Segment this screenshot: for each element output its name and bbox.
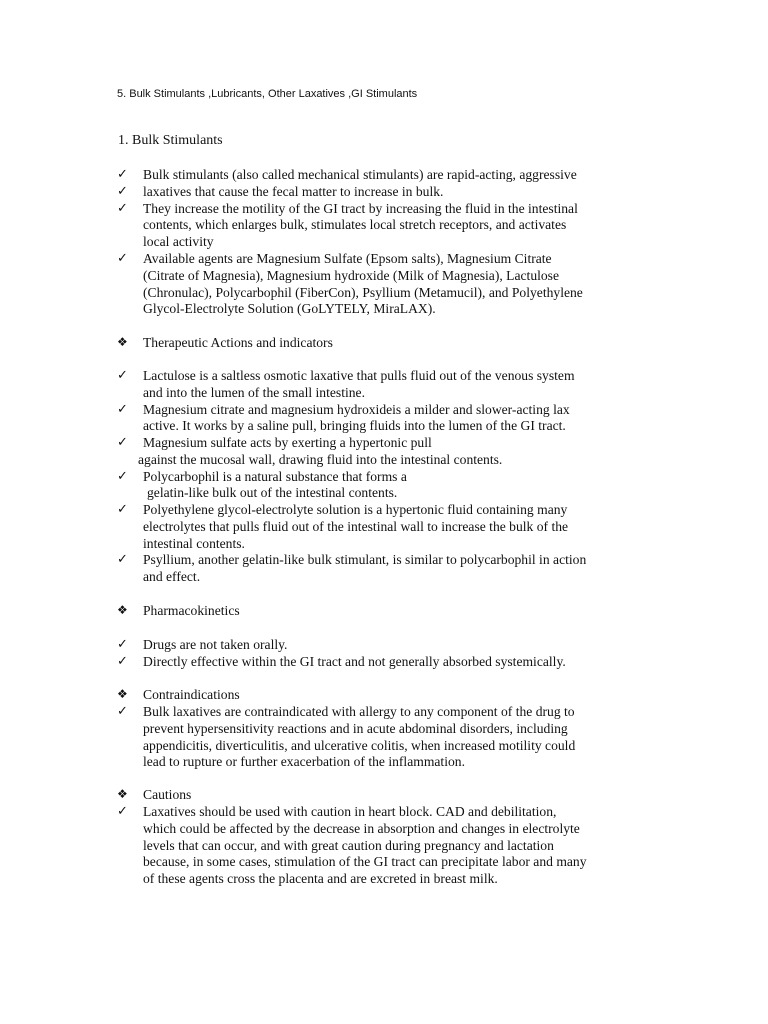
check-bullet-icon: ✓ — [117, 552, 128, 568]
check-bullet-icon: ✓ — [117, 251, 128, 266]
bullet-text-line: (Chronulac), Polycarbophil (FiberCon), Psyllium (Metamucil), and Polyethylene — [143, 284, 583, 300]
bullet-text-line: of these agents cross the placenta and are excreted in breast milk. — [143, 871, 498, 887]
bullet-text-line: (Citrate of Magnesia), Magnesium hydroxide (Milk of Magnesia), Lactulose — [143, 267, 560, 283]
bullet-text-line: because, in some cases, stimulation of the GI tract can precipitate labor and many — [143, 854, 587, 870]
bullet-text-line: intestinal contents. — [143, 535, 245, 551]
subheading-cautions: Cautions — [143, 787, 192, 802]
bullet-text-line: lead to rupture or further exacerbation of the inflammation. — [143, 754, 465, 770]
bullet-text-line: levels that can occur, and with great caution during pregnancy and lactation — [143, 837, 554, 853]
check-bullet-icon: ✓ — [117, 368, 128, 383]
document-heading: 5. Bulk Stimulants ,Lubricants, Other Laxatives ,GI Stimulants — [117, 88, 418, 100]
bullet-text-line: laxatives that cause the fecal matter to increase in bulk. — [143, 183, 444, 199]
check-bullet-icon: ✓ — [117, 468, 128, 484]
subheading-therapeutic-actions: Therapeutic Actions and indicators — [143, 335, 333, 350]
bullet-text-line: Lactulose is a saltless osmotic laxative that pulls fluid out of the venous system — [143, 368, 575, 383]
bullet-text-line: Drugs are not taken orally. — [143, 637, 288, 652]
bullet-text-line: prevent hypersensitivity reactions and in acute abdominal disorders, including — [143, 720, 568, 736]
bullet-text-line: Magnesium citrate and magnesium hydroxideis a milder and slower-acting lax — [143, 401, 570, 417]
bullet-text-line: Polyethylene glycol-electrolyte solution is a hypertonic fluid containing many — [143, 502, 568, 517]
bullet-text-line: and effect. — [143, 569, 201, 584]
bullet-text-line: electrolytes that pulls fluid out of the intestinal wall to increase the bulk of the — [143, 518, 569, 534]
bullet-text-line: Bulk laxatives are contraindicated with allergy to any component of the drug to — [143, 704, 575, 719]
check-bullet-icon: ✓ — [117, 200, 128, 216]
diamond-bullet-icon: ❖ — [117, 335, 128, 349]
bullet-text-line: Magnesium sulfate acts by exerting a hypertonic pull — [143, 435, 432, 450]
bullet-text-line: local activity — [143, 234, 214, 250]
diamond-bullet-icon: ❖ — [117, 603, 128, 617]
bullet-text-line: active. It works by a saline pull, bringing fluids into the lumen of the GI tract. — [143, 418, 566, 434]
check-bullet-icon: ✓ — [117, 653, 128, 669]
check-bullet-icon: ✓ — [117, 804, 128, 819]
bullet-text-line: and into the lumen of the small intestine. — [143, 384, 365, 400]
check-bullet-icon: ✓ — [117, 704, 128, 719]
bullet-text-line: Polycarbophil is a natural substance that forms a — [143, 468, 407, 484]
subheading-contraindications: Contraindications — [143, 687, 240, 702]
bullet-text-line: Laxatives should be used with caution in heart block. CAD and debilitation, — [143, 804, 557, 819]
bullet-text-line: gelatin-like bulk out of the intestinal contents. — [147, 485, 398, 501]
diamond-bullet-icon: ❖ — [117, 687, 128, 701]
diamond-bullet-icon: ❖ — [117, 787, 128, 801]
bullet-text-line: Bulk stimulants (also called mechanical stimulants) are rapid-acting, aggressive — [143, 167, 577, 182]
bullet-text-line: which could be affected by the decrease in absorption and changes in electrolyte — [143, 820, 580, 836]
bullet-text-line: Glycol-Electrolyte Solution (GoLYTELY, MiraLAX). — [143, 301, 436, 317]
check-bullet-icon: ✓ — [117, 502, 128, 517]
check-bullet-icon: ✓ — [117, 167, 128, 182]
bullet-text-line: Available agents are Magnesium Sulfate (Epsom salts), Magnesium Citrate — [143, 251, 552, 266]
bullet-text-line: against the mucosal wall, drawing fluid into the intestinal contents. — [138, 451, 503, 467]
bullet-text-line: They increase the motility of the GI tract by increasing the fluid in the intestinal — [143, 200, 578, 216]
check-bullet-icon: ✓ — [117, 183, 128, 199]
check-bullet-icon: ✓ — [117, 637, 128, 652]
bullet-text-line: Directly effective within the GI tract and not generally absorbed systemically. — [143, 653, 566, 669]
bullet-text-line: appendicitis, diverticulitis, and ulcerative colitis, when increased motility could — [143, 737, 576, 753]
subheading-pharmacokinetics: Pharmacokinetics — [143, 603, 240, 618]
section-title-bulk-stimulants: 1. Bulk Stimulants — [118, 133, 223, 148]
bullet-text-line: Psyllium, another gelatin-like bulk stimulant, is similar to polycarbophil in action — [143, 552, 587, 568]
check-bullet-icon: ✓ — [117, 435, 128, 450]
bullet-text-line: contents, which enlarges bulk, stimulates local stretch receptors, and activates — [143, 217, 567, 233]
check-bullet-icon: ✓ — [117, 401, 128, 417]
